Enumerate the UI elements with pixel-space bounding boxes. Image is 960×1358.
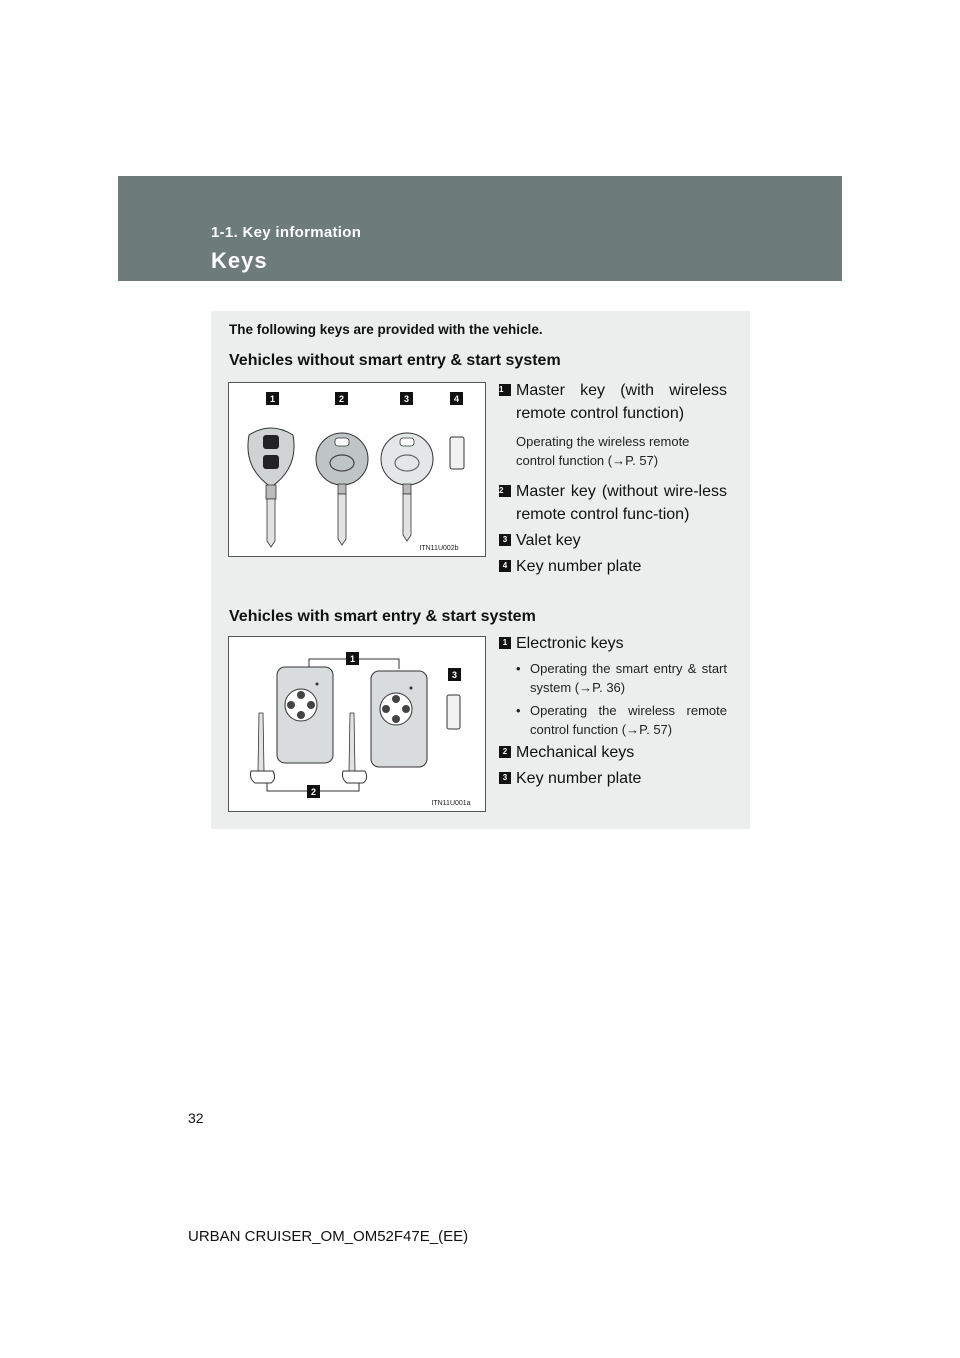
electronic-keys-drawing xyxy=(229,637,485,811)
svg-text:2: 2 xyxy=(310,787,317,797)
intro-text: The following keys are provided with the vehicle. xyxy=(229,322,543,337)
list-item: 3 Key number plate xyxy=(499,767,727,790)
page-number: 32 xyxy=(188,1110,204,1126)
electronic-key-drawing xyxy=(277,667,333,763)
list-item: 3 Valet key xyxy=(499,529,727,552)
svg-text:3: 3 xyxy=(403,394,410,404)
key-number-plate-drawing xyxy=(450,437,464,469)
mechanical-key-drawing xyxy=(343,713,367,783)
electronic-key-drawing xyxy=(371,671,427,767)
with-smart-heading: Vehicles with smart entry & start system xyxy=(229,608,536,625)
master-key-drawing xyxy=(316,433,368,545)
list-item: 2 Mechanical keys xyxy=(499,741,727,764)
master-key-remote-drawing xyxy=(248,428,294,547)
list-item: 4 Key number plate xyxy=(499,555,727,578)
svg-text:2: 2 xyxy=(338,394,345,404)
keys-panel xyxy=(211,311,750,829)
list-item: 1 Electronic keys xyxy=(499,632,727,655)
key-number-plate-drawing xyxy=(447,695,460,729)
without-smart-list xyxy=(499,379,727,578)
without-smart-heading: Vehicles without smart entry & start system xyxy=(229,352,561,369)
svg-text:1: 1 xyxy=(269,394,276,404)
list-bullet: • Operating the smart entry & start system (→P. 36) xyxy=(516,661,727,695)
list-item: 2 Master key (without wire-less remote control func-tion) xyxy=(499,483,727,523)
with-smart-list xyxy=(499,632,727,790)
svg-text:1: 1 xyxy=(349,654,356,664)
list-item-note: Operating the wireless remote control function (→P. 57) xyxy=(516,434,690,468)
mechanical-key-drawing xyxy=(251,713,275,783)
valet-key-drawing xyxy=(381,433,433,541)
section-header xyxy=(118,176,842,281)
list-bullet: • Operating the wireless remote control function (→P. 57) xyxy=(516,703,727,737)
keys-illustration-without-smart xyxy=(228,382,486,557)
list-item: 1 Master key (with wireless remote control function) xyxy=(499,382,727,422)
image-code: ITN11U002b xyxy=(419,545,459,552)
section-label: 1-1. Key information xyxy=(211,224,362,241)
image-code: ITN11U001a xyxy=(431,800,471,807)
keys-illustration-with-smart xyxy=(228,636,486,812)
model-code: URBAN CRUISER_OM_OM52F47E_(EE) xyxy=(188,1228,469,1245)
page-title: Keys xyxy=(211,248,268,273)
svg-text:3: 3 xyxy=(451,670,458,680)
keys-drawing xyxy=(229,383,485,556)
svg-text:4: 4 xyxy=(453,394,460,404)
